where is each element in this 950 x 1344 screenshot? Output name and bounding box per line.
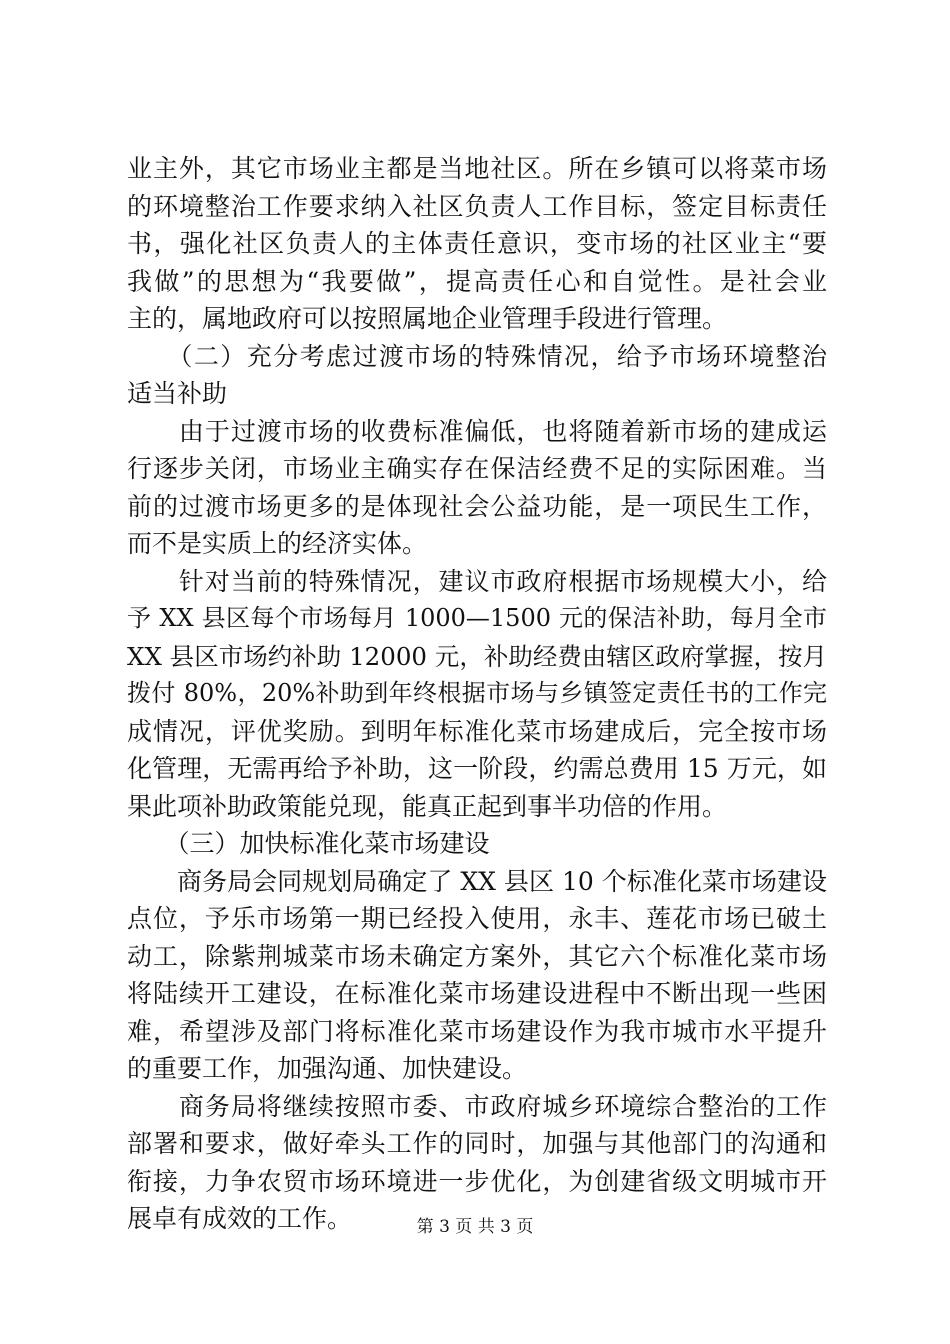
text-line: 的环境整治工作要求纳入社区负责人工作目标，签定目标责任 — [127, 191, 827, 221]
paragraph — [127, 150, 827, 338]
text-line: 予 XX 县区每个市场每月 1000—1500 元的保洁补助，每月全市 — [127, 604, 827, 632]
text-line: 商务局将继续按照市委、市政府城乡环境综合整治的工作 — [127, 1091, 827, 1121]
paragraph — [127, 413, 827, 563]
text-line: 拨付 80%，20%补助到年终根据市场与乡镇签定责任书的工作完 — [127, 679, 827, 707]
text-line: 行逐步关闭，市场业主确实存在保洁经费不足的实际困难。当 — [127, 454, 827, 483]
text-line: 展卓有成效的工作。 — [127, 1204, 353, 1233]
text-line: （三）加快标准化菜市场建设 — [127, 829, 490, 858]
text-line: 难，希望涉及部门将标准化菜市场建设作为我市城市水平提升 — [127, 1016, 827, 1046]
text-line: 衔接，力争农贸市场环境进一步优化，为创建省级文明城市开 — [127, 1166, 827, 1196]
text-line: 将陆续开工建设，在标准化菜市场建设进程中不断出现一些困 — [127, 979, 827, 1008]
paragraph — [127, 825, 827, 863]
text-line: 而不是实质上的经济实体。 — [127, 529, 428, 558]
text-line: 由于过渡市场的收费标准偏低，也将随着新市场的建成运 — [127, 416, 827, 446]
text-line: 点位，予乐市场第一期已经投入使用，永丰、莲花市场已破土 — [127, 904, 827, 933]
text-line: 主的，属地政府可以按照属地企业管理手段进行管理。 — [127, 304, 728, 333]
text-line: 果此项补助政策能兑现，能真正起到事半功倍的作用。 — [127, 791, 728, 821]
text-line: （二）充分考虑过渡市场的特殊情况，给予市场环境整治 — [127, 341, 827, 371]
text-line: 部署和要求，做好牵头工作的同时，加强与其他部门的沟通和 — [127, 1129, 827, 1158]
paragraph — [127, 863, 827, 1088]
document-body — [127, 150, 827, 1238]
text-line: XX 县区市场约补助 12000 元，补助经费由辖区政府掌握，按月 — [127, 641, 827, 671]
text-line: 业主外，其它市场业主都是当地社区。所在乡镇可以将菜市场 — [127, 154, 827, 183]
text-line: 我做”的思想为“我要做”，提高责任心和自觉性。是社会业 — [127, 266, 827, 296]
text-line: 动工，除紫荆城菜市场未确定方案外，其它六个标准化菜市场 — [127, 941, 827, 971]
text-line: 的重要工作，加强沟通、加快建设。 — [127, 1054, 528, 1083]
text-line: 成情况，评优奖励。到明年标准化菜市场建成后，完全按市场 — [127, 716, 827, 746]
text-line: 针对当前的特殊情况，建议市政府根据市场规模大小，给 — [127, 566, 827, 596]
page-footer: 第 3 页 共 3 页 — [416, 1217, 534, 1237]
text-line: 适当补助 — [127, 379, 228, 408]
text-line: 书，强化社区负责人的主体责任意识，变市场的社区业主“要 — [127, 229, 827, 258]
paragraph — [127, 338, 827, 413]
text-line: 化管理，无需再给予补助，这一阶段，约需总费用 15 万元，如 — [127, 754, 827, 783]
paragraph — [127, 563, 827, 826]
text-line: 前的过渡市场更多的是体现社会公益功能，是一项民生工作， — [127, 491, 827, 521]
text-line: 商务局会同规划局确定了 XX 县区 10 个标准化菜市场建设 — [127, 866, 827, 896]
